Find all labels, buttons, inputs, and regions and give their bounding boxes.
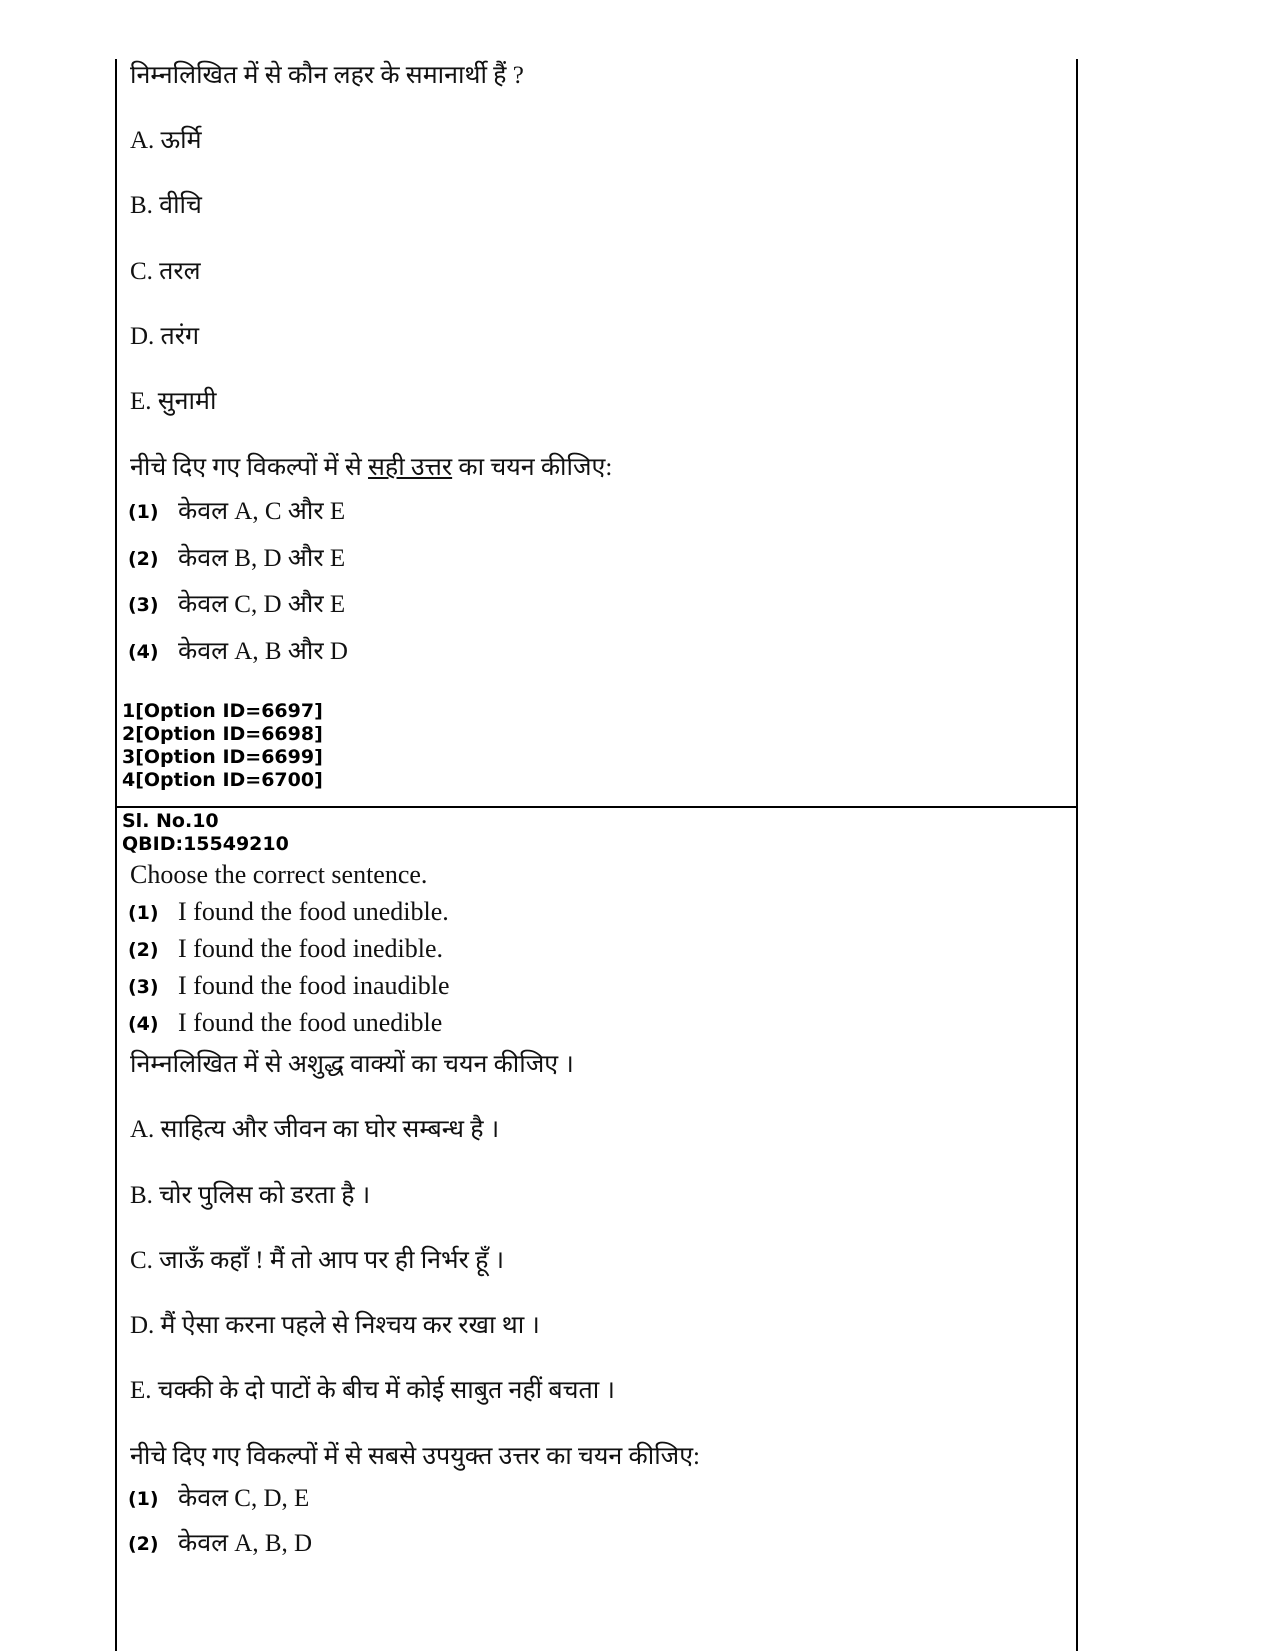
q10-option-2-number: (2): [128, 1533, 159, 1555]
q10-en-option-4-text[interactable]: I found the food unedible: [178, 1008, 443, 1037]
q9-option-id-3: 3[Option ID=6699]: [122, 746, 323, 768]
q9-option-1-number: (1): [128, 501, 159, 523]
q10-en-option-3-text[interactable]: I found the food inaudible: [178, 971, 450, 1000]
q10-statement-d: D. मैं ऐसा करना पहले से निश्चय कर रखा था ।: [130, 1312, 540, 1339]
q10-english-prompt: Choose the correct sentence.: [130, 860, 428, 889]
q9-instruction-underlined: सही उत्तर: [368, 454, 453, 481]
q9-option-1-text[interactable]: केवल A, C और E: [178, 498, 346, 525]
q10-en-option-2-text[interactable]: I found the food inedible.: [178, 934, 443, 963]
q9-option-id-4: 4[Option ID=6700]: [122, 769, 323, 791]
q10-en-option-2-number: (2): [128, 939, 159, 961]
q9-option-4-text[interactable]: केवल A, B और D: [178, 638, 348, 665]
q10-option-2-text[interactable]: केवल A, B, D: [178, 1530, 313, 1557]
q9-option-3-number: (3): [128, 594, 159, 616]
q9-instruction-pre: नीचे दिए गए विकल्पों में से: [130, 454, 369, 481]
q10-statement-b: B. चोर पुलिस को डरता है ।: [130, 1182, 371, 1209]
q9-option-4-number: (4): [128, 641, 159, 663]
q10-option-1-text[interactable]: केवल C, D, E: [178, 1485, 310, 1512]
q10-option-1-number: (1): [128, 1488, 159, 1510]
q10-statement-a: A. साहित्य और जीवन का घोर सम्बन्ध है ।: [130, 1116, 500, 1143]
q9-instruction: [130, 455, 612, 480]
q9-option-3-text[interactable]: केवल C, D और E: [178, 591, 346, 618]
q9-option-id-1: 1[Option ID=6697]: [122, 700, 323, 722]
q10-en-option-1-number: (1): [128, 902, 159, 924]
q9-option-2-text[interactable]: केवल B, D और E: [178, 545, 346, 572]
q10-qbid: QBID:15549210: [122, 833, 289, 855]
q10-instruction: नीचे दिए गए विकल्पों में से सबसे उपयुक्त उत्तर का चयन कीजिए:: [130, 1443, 700, 1470]
q10-statement-c: C. जाऊँ कहाँ ! मैं तो आप पर ही निर्भर हूँ ।: [130, 1247, 505, 1274]
q9-statement-b: B. वीचि: [130, 192, 202, 219]
q9-statement-e: E. सुनामी: [130, 388, 217, 415]
q9-prompt: निम्नलिखित में से कौन लहर के समानार्थी हैं ?: [130, 62, 524, 89]
q9-option-2-number: (2): [128, 548, 159, 570]
q10-en-option-4-number: (4): [128, 1013, 159, 1035]
q9-statement-c: C. तरल: [130, 258, 201, 285]
q10-en-option-3-number: (3): [128, 976, 159, 998]
q10-hindi-prompt: निम्नलिखित में से अशुद्ध वाक्यों का चयन कीजिए ।: [130, 1051, 574, 1078]
q9-option-id-2: 2[Option ID=6698]: [122, 723, 323, 745]
question-divider: [115, 806, 1078, 808]
q10-sl-no: Sl. No.10: [122, 810, 219, 832]
q9-instruction-post: का चयन कीजिए:: [452, 454, 613, 481]
q10-statement-e: E. चक्की के दो पाटों के बीच में कोई साबुत नहीं बचता ।: [130, 1377, 615, 1404]
q10-en-option-1-text[interactable]: I found the food unedible.: [178, 897, 449, 926]
q9-statement-d: D. तरंग: [130, 323, 200, 350]
q9-statement-a: A. ऊर्मि: [130, 127, 202, 154]
